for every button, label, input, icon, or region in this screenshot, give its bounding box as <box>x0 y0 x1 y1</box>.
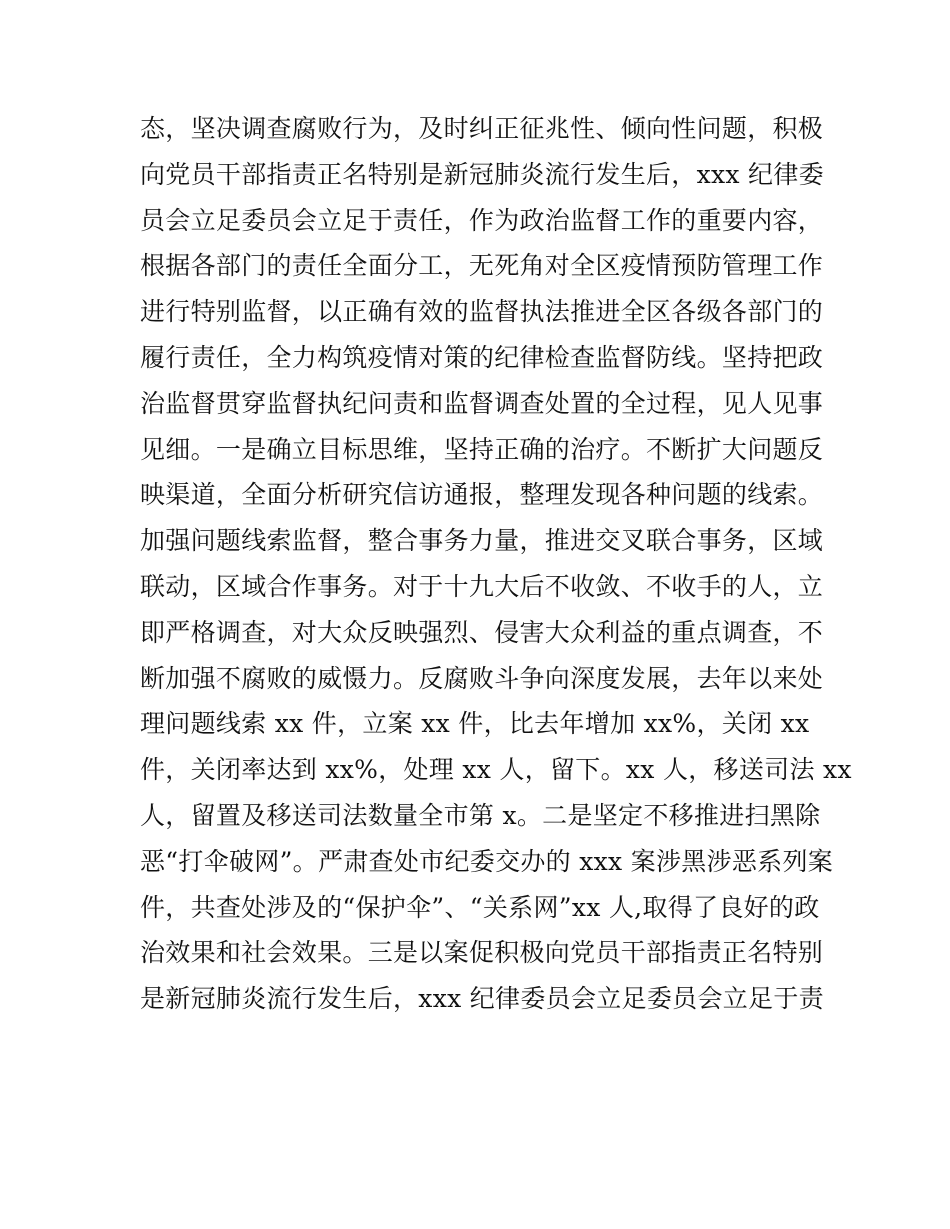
text-line: 根据各部门的责任全面分工，无死角对全区疫情预防管理工作 <box>140 251 824 281</box>
text-line: 件，关闭率达到 xx%，处理 xx 人，留下。xx 人，移送司法 xx <box>140 755 852 785</box>
text-line: 态，坚决调查腐败行为，及时纠正征兆性、倾向性问题，积极 <box>140 114 824 143</box>
text-line: 人，留置及移送司法数量全市第 x。二是坚定不移推进扫黑除 <box>140 800 821 830</box>
text-line: 见细。一是确立目标思维，坚持正确的治疗。不断扩大问题反 <box>140 434 824 464</box>
text-line: 加强问题线索监督，整合事务力量，推进交叉联合事务，区域 <box>140 526 824 556</box>
text-line: 是新冠肺炎流行发生后，xxx 纪律委员会立足委员会立足于责 <box>140 984 824 1014</box>
text-line: 即严格调查，对大众反映强烈、侵害大众利益的重点调查，不 <box>140 617 824 647</box>
text-line: 进行特别监督，以正确有效的监督执法推进全区各级各部门的 <box>140 297 824 327</box>
text-line: 治监督贯穿监督执纪问责和监督调查处置的全过程，见人见事 <box>140 388 824 418</box>
text-line: 履行责任，全力构筑疫情对策的纪律检查监督防线。坚持把政 <box>140 342 824 372</box>
text-line: 件，共查处涉及的“保护伞”、“关系网”xx 人,取得了良好的政 <box>140 892 820 922</box>
text-line: 向党员干部指责正名特别是新冠肺炎流行发生后，xxx 纪律委 <box>140 159 824 189</box>
text-line: 理问题线索 xx 件，立案 xx 件，比去年增加 xx%，关闭 xx <box>140 709 810 739</box>
text-line: 治效果和社会效果。三是以案促积极向党员干部指责正名特别 <box>140 938 824 968</box>
text-line: 断加强不腐败的威慑力。反腐败斗争向深度发展，去年以来处 <box>140 663 824 693</box>
text-line: 映渠道，全面分析研究信访通报，整理发现各种问题的线索。 <box>140 480 824 510</box>
text-line: 联动，区域合作事务。对于十九大后不收敛、不收手的人，立 <box>140 571 824 601</box>
text-line: 恶“打伞破网”。严肃查处市纪委交办的 xxx 案涉黑涉恶系列案 <box>140 846 834 876</box>
text-line: 员会立足委员会立足于责任，作为政治监督工作的重要内容， <box>140 205 824 235</box>
body-paragraph <box>140 106 852 1022</box>
